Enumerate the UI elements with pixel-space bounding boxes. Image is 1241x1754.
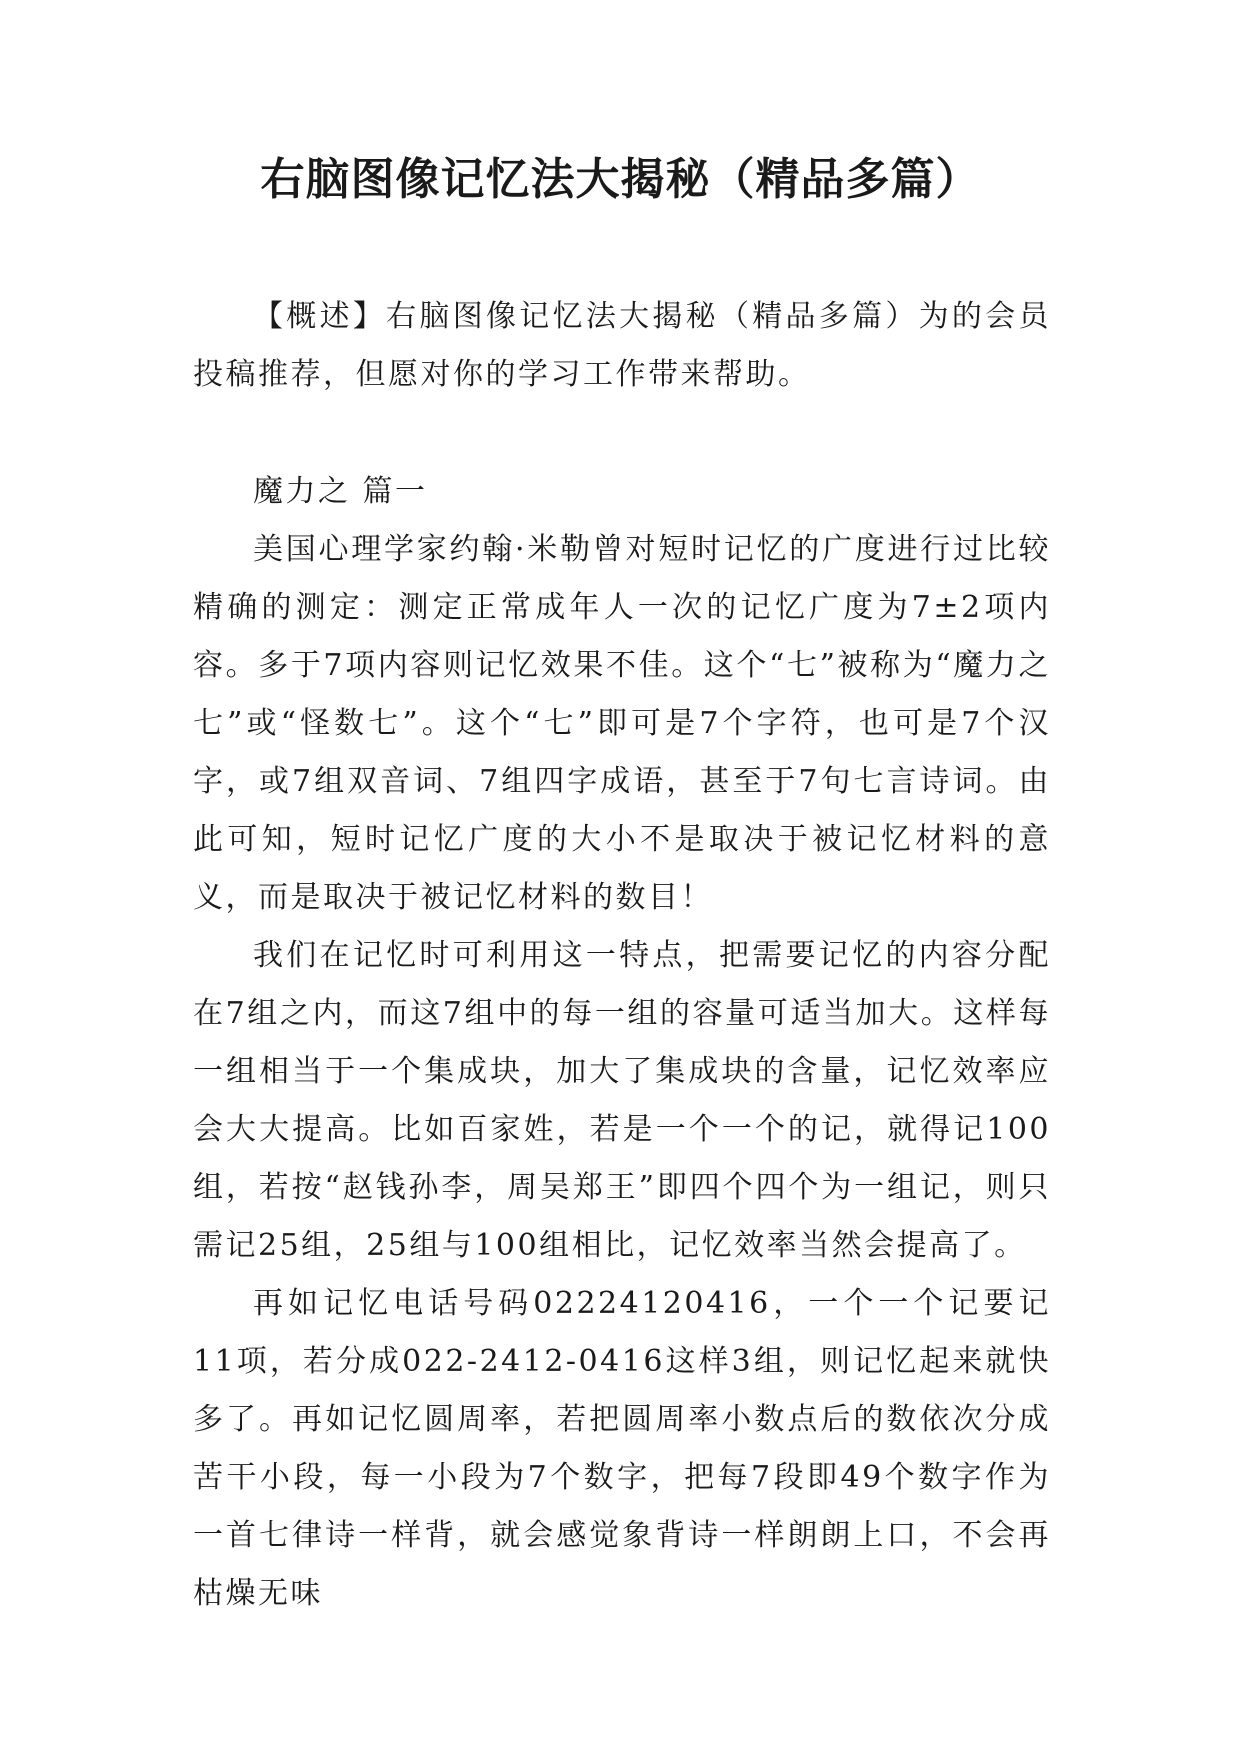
summary-block bbox=[193, 288, 1051, 404]
body-paragraph: 美国心理学家约翰·米勒曾对短时记忆的广度进行过比较精确的测定：测定正常成年人一次的记忆广度为7±2项内容。多于7项内容则记忆效果不佳。这个“七”被称为“魔力之七”或“怪数七”。这个“七”即可是7个字符，也可是7个汉字，或7组双音词、7组四字成语，甚至于7句七言诗词。由此可知，短时记忆广度的大小不是取决于被记忆材料的意义，而是取决于被记忆材料的数目！ bbox=[193, 532, 1051, 915]
section-one bbox=[193, 463, 1051, 1623]
summary-paragraph: 【概述】右脑图像记忆法大揭秘（精品多篇）为的会员投稿推荐，但愿对你的学习工作带来帮助。 bbox=[193, 299, 1051, 392]
body-paragraph: 我们在记忆时可利用这一特点，把需要记忆的内容分配在7组之内，而这7组中的每一组的容量可适当加大。这样每一组相当于一个集成块，加大了集成块的含量，记忆效率应会大大提高。比如百家姓，若是一个一个的记，就得记100组，若按“赵钱孙李，周吴郑王”即四个四个为一组记，则只需记25组，25组与100组相比，记忆效率当然会提高了。 bbox=[193, 938, 1051, 1263]
body-paragraph: 再如记忆电话号码02224120416，一个一个记要记11项，若分成022-2412-0416这样3组，则记忆起来就快多了。再如记忆圆周率，若把圆周率小数点后的数依次分成苦干小段，每一小段为7个数字，把每7段即49个数字作为一首七律诗一样背，就会感觉象背诗一样朗朗上口，不会再枯燥无味 bbox=[193, 1286, 1051, 1611]
document-title: 右脑图像记忆法大揭秘（精品多篇） bbox=[260, 154, 981, 205]
section-heading: 魔力之 篇一 bbox=[253, 474, 428, 509]
